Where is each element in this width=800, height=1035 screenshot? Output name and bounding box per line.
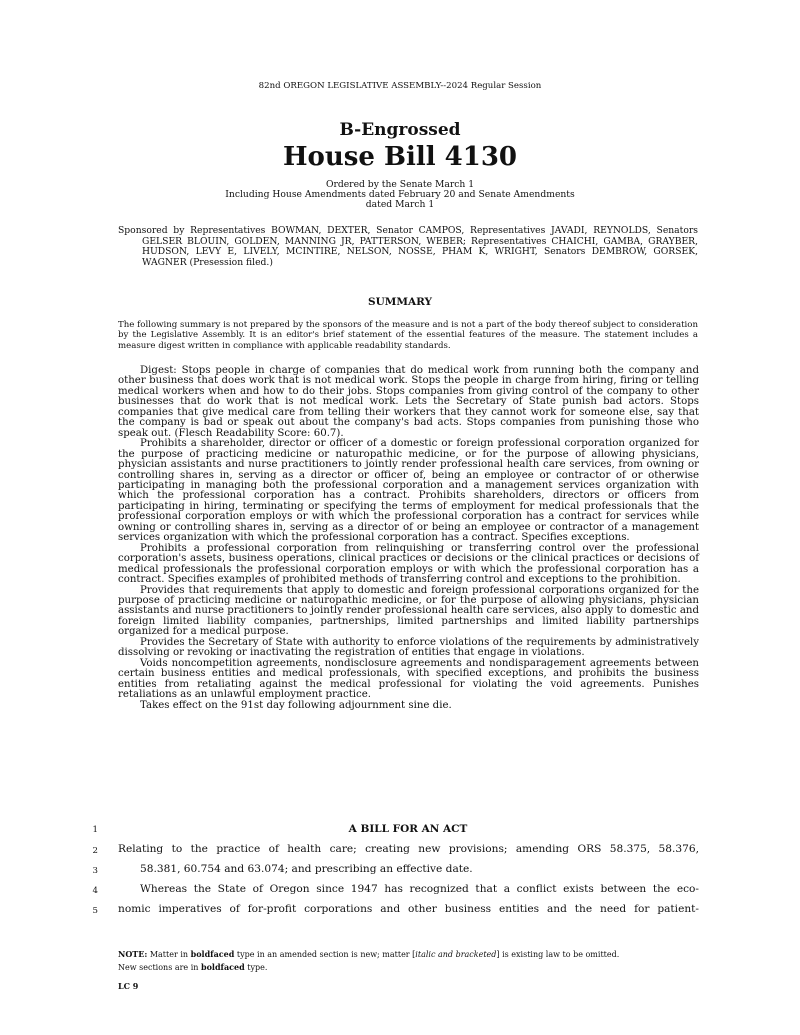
summary-paragraph: Takes effect on the 91st day following adjournment sine die. <box>140 699 452 711</box>
sponsors-block <box>118 226 698 268</box>
line-number: 2 <box>92 846 98 856</box>
summary-paragraph: Provides that requirements that apply to domestic and foreign professional corporations organized for the purpose of practicing medicine or naturopathic medicine, or for the purpose of allowing physicians, physician assistants and nurse practitioners to jointly render professional health care services, also apply to domestic and foreign limited liability companies, partnerships, limited partnerships and limited liability partnerships organized for a medical purpose. <box>118 584 699 638</box>
summary-digest <box>118 366 699 711</box>
sponsors-text: Sponsored by Representatives BOWMAN, DEXTER, Senator CAMPOS, Representatives JAVADI, REYNOLDS, Senators GELSER BLOUIN, GOLDEN, MANNING JR, PATTERSON, WEBER; Representatives CHAICHI, GAMBA, GRAYBER, HUDSON, LEVY E, LIVELY, MCINTIRE, NELSON, NOSSE, PHAM K, WRIGHT, Senators DEMBROW, GORSEK, WAGNER (Presession filed.) <box>118 225 698 268</box>
line-number: 1 <box>92 825 98 835</box>
ordered-line: dated March 1 <box>365 199 435 210</box>
summary-paragraph: Prohibits a professional corporation from relinquishing or transferring control over the professional corporation's assets, business operations, clinical practices or decisions or the clinical practices or decisions of medical professionals the professional corporation employs or with which the professional corporation has a contract. Specifies examples of prohibited methods of transferring control and exceptions to the prohibition. <box>118 542 699 586</box>
summary-heading: SUMMARY <box>367 296 433 308</box>
ordered-line: Ordered by the Senate March 1 <box>325 179 475 190</box>
line-number: 4 <box>92 886 98 896</box>
note-line-2: New sections are in boldfaced type. <box>118 962 268 972</box>
engrossed-label: B-Engrossed <box>339 120 461 140</box>
bill-line: 58.381, 60.754 and 63.074; and prescribing an effective date. <box>140 863 473 875</box>
summary-paragraph: Digest: Stops people in charge of companies that do medical work from running both the company and other business that does work that is not medical work. Stops the people in charge from hiring, firing or telling medical workers when and how to do their jobs. Stops companies from giving control of the company to other businesses that do work that is not medical work. Lets the Secretary of State punish bad actors. Stops companies that give medical care from telling their workers that they cannot work for someone else, say that the company is bad or speak out about the company's bad acts. Stops companies from punishing those who speak out. (Flesch Readability Score: 60.7). <box>118 365 699 439</box>
line-number: 3 <box>92 866 98 876</box>
bill-line: nomic imperatives of for-profit corporations and other business entities and the need for patient- <box>118 903 699 915</box>
session-header: 82nd OREGON LEGISLATIVE ASSEMBLY--2024 Regular Session <box>258 81 542 91</box>
summary-paragraph: Provides the Secretary of State with authority to enforce violations of the requirements by administratively dissolving or revoking or inactivating the registration of entities that engage in violations. <box>118 636 699 659</box>
summary-disclaimer: The following summary is not prepared by the sponsors of the measure and is not a part of the body thereof subject to consideration by the Legislative Assembly. It is an editor's brief statement of the essential features of the measure. The statement includes a measure digest written in compliance with applicable readability standards. <box>118 320 698 351</box>
bill-heading: A BILL FOR AN ACT <box>348 823 468 835</box>
bill-line: Relating to the practice of health care; creating new provisions; amending ORS 58.375, 58.376, <box>118 843 699 855</box>
lc-number: LC 9 <box>118 981 139 991</box>
bill-line: Whereas the State of Oregon since 1947 has recognized that a conflict exists between the eco- <box>140 883 699 895</box>
ordered-line: Including House Amendments dated February 20 and Senate Amendments <box>225 189 575 200</box>
summary-paragraph: Voids noncompetition agreements, nondisclosure agreements and nondisparagement agreements between certain business entities and medical professionals, with specified exceptions, and prohibits the business entities from retaliating against the medical professional for violating the void agreements. Punishes retaliations as an unlawful employment practice. <box>118 657 699 701</box>
note-label: NOTE: <box>118 949 148 959</box>
summary-paragraph: Prohibits a shareholder, director or officer of a domestic or foreign professional corporation organized for the purpose of practicing medicine or naturopathic medicine, or for the purpose of allowing physicians, physician assistants and nurse practitioners to jointly render professional health care services, from owning or controlling shares in, serving as a director or officer of, being an employee or contractor of or otherwise participating in managing both the professional corporation and a management services organization with which the professional corporation has a contract. Prohibits shareholders, directors or officers from participating in hiring, terminating or specifying the terms of employment for medical professionals that the professional corporation employs or with which the professional corporation has a contract for services while owning or controlling shares in, serving as a director of or being an employee or contractor of a management services organization with which the professional corporation has a contract. Specifies exceptions. <box>118 438 699 544</box>
ordered-block <box>0 180 800 210</box>
note-line-1: NOTE: Matter in boldfaced type in an amended section is new; matter [italic and bracketed] is existing law to be omitted. <box>118 949 620 959</box>
bill-title: House Bill 4130 <box>282 142 518 172</box>
footer-note <box>118 948 718 974</box>
line-number: 5 <box>92 906 98 916</box>
